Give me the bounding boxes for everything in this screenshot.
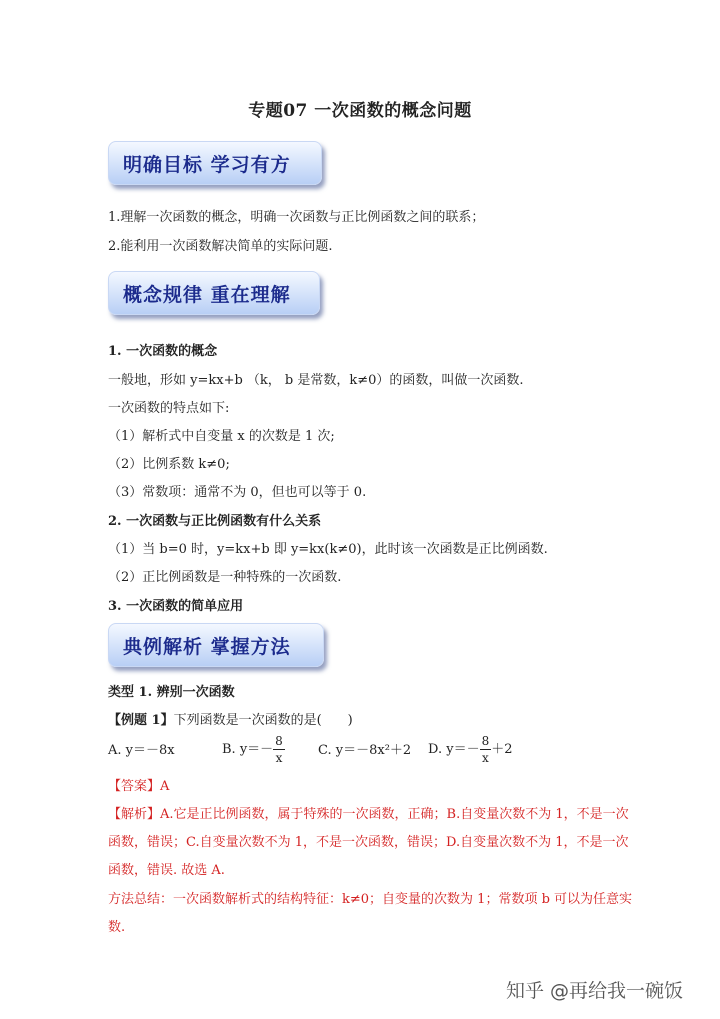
feature-1: （1）解析式中自变量 x 的次数是 1 次; (108, 429, 335, 444)
feature-3: （3）常数项：通常不为 0，但也可以等于 0. (108, 485, 367, 500)
option-a: A. y＝－8x (108, 743, 175, 758)
option-b-prefix: B. y＝－ (222, 742, 274, 757)
analysis-line-1: 【解析】A.它是正比例函数，属于特殊的一次函数，正确；B.自变量次数不为 1，不是一次 (108, 807, 629, 822)
option-d-prefix: D. y＝－ (428, 742, 480, 757)
relation-2: （2）正比例函数是一种特殊的一次函数. (108, 570, 342, 585)
option-d-suffix: ＋2 (491, 742, 513, 757)
option-d (428, 733, 513, 766)
banner-concepts: 概念规律 重在理解 (108, 271, 320, 315)
concept-definition: 一般地，形如 y=kx+b （k， b 是常数，k≠0）的函数，叫做一次函数. (108, 373, 524, 388)
option-b-fraction (273, 733, 285, 766)
option-d-denominator: x (482, 751, 489, 765)
example-type: 类型 1. 辨别一次函数 (108, 685, 235, 700)
goal-item-2: 2.能利用一次函数解决简单的实际问题. (108, 239, 333, 254)
concept-heading-1: 1. 一次函数的概念 (108, 344, 218, 359)
features-intro: 一次函数的特点如下: (108, 401, 230, 416)
option-b (222, 733, 285, 766)
feature-2: （2）比例系数 k≠0; (108, 457, 230, 472)
method-summary-line-1: 方法总结：一次函数解析式的结构特征：k≠0；自变量的次数为 1；常数项 b 可以为任意实 (108, 892, 633, 907)
option-b-numerator: 8 (275, 734, 283, 748)
answer: 【答案】A (108, 779, 170, 794)
goal-item-1: 1.理解一次函数的概念，明确一次函数与正比例函数之间的联系； (108, 210, 485, 225)
analysis-line-2: 函数，错误；C.自变量次数不为 1，不是一次函数，错误；D.自变量次数不为 1，不是一次 (108, 835, 629, 850)
example-label: 【例题 1】 (108, 713, 174, 728)
method-summary-line-2: 数. (108, 920, 126, 935)
option-d-fraction (480, 733, 492, 766)
concept-heading-3: 3. 一次函数的简单应用 (108, 599, 244, 614)
option-b-denominator: x (275, 751, 283, 765)
watermark: 知乎 @再给我一碗饭 (506, 980, 684, 1002)
example-question-text: 下列函数是一次函数的是( ) (173, 713, 353, 728)
banner-examples: 典例解析 掌握方法 (108, 623, 324, 667)
relation-1: （1）当 b=0 时，y=kx+b 即 y=kx(k≠0)，此时该一次函数是正比例函数. (108, 542, 548, 557)
example-question (108, 709, 353, 728)
option-c: C. y＝－8x²＋2 (318, 743, 412, 758)
page-title: 专题07 一次函数的概念问题 (248, 101, 472, 121)
analysis-line-3: 函数，错误. 故选 A. (108, 863, 225, 878)
banner-goals: 明确目标 学习有方 (108, 141, 322, 185)
concept-heading-2: 2. 一次函数与正比例函数有什么关系 (108, 514, 322, 529)
option-d-numerator: 8 (481, 734, 490, 748)
